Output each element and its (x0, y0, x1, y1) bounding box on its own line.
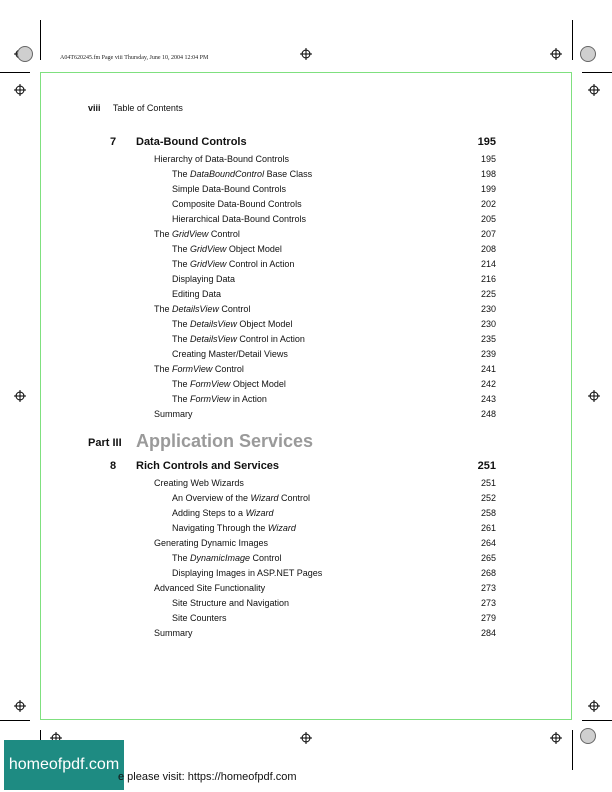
toc-entry[interactable] (0, 319, 612, 334)
part-label: Part III (88, 437, 122, 449)
chapter-title: Rich Controls and Services (136, 460, 280, 472)
toc-entry[interactable] (0, 598, 612, 613)
toc-entry-page: 214 (480, 259, 496, 269)
toc-entry-page: 265 (480, 553, 496, 563)
toc-entry[interactable] (0, 259, 612, 274)
toc-entry-title: The FormView in Action (172, 394, 267, 404)
toc-entry[interactable] (0, 289, 612, 304)
toc-entry-title: Navigating Through the Wizard (172, 523, 296, 533)
toc-entry-page: 208 (480, 244, 496, 254)
toc-entry-page: 279 (480, 613, 496, 623)
toc-entry-title: Hierarchy of Data-Bound Controls (154, 154, 290, 164)
registration-mark-icon (300, 48, 312, 60)
toc-entry[interactable] (0, 154, 612, 169)
toc-entry[interactable] (0, 628, 612, 643)
toc-entry[interactable] (0, 364, 612, 379)
color-bar-dot (17, 46, 33, 62)
toc-entry-title: The DynamicImage Control (172, 553, 282, 563)
toc-entry-title: Creating Master/Detail Views (172, 349, 288, 359)
toc-entry-title: Site Structure and Navigation (172, 598, 290, 608)
chapter-number: 8 (110, 460, 117, 472)
toc-entry-page: 205 (480, 214, 496, 224)
running-head-title: Table of Contents (112, 103, 183, 113)
toc-entry-page: 261 (480, 523, 496, 533)
toc-entry-title: Hierarchical Data-Bound Controls (172, 214, 307, 224)
toc-entry[interactable] (0, 244, 612, 259)
toc-entry[interactable] (0, 553, 612, 568)
toc-entry-title: The FormView Control (154, 364, 244, 374)
part-title: Application Services (136, 431, 314, 451)
watermark-logo[interactable]: homeofpdf.com (4, 740, 124, 790)
toc-entry-page: 225 (480, 289, 496, 299)
chapter-number: 7 (110, 136, 117, 148)
part-3-heading[interactable] (0, 432, 612, 456)
toc-entry[interactable] (0, 379, 612, 394)
running-head (88, 103, 183, 113)
chapter-page: 251 (477, 460, 496, 472)
toc-entry-page: 258 (480, 508, 496, 518)
registration-mark-icon (588, 700, 600, 712)
toc-entry-title: The FormView Object Model (172, 379, 286, 389)
registration-mark-icon (14, 700, 26, 712)
toc-entry-page: 251 (480, 478, 496, 488)
color-bar-dot (580, 728, 596, 744)
toc-entry-title: Simple Data-Bound Controls (172, 184, 287, 194)
toc-entry[interactable] (0, 199, 612, 214)
toc-entry-page: 252 (480, 493, 496, 503)
toc-entry[interactable] (0, 274, 612, 289)
toc-entry-page: 235 (480, 334, 496, 344)
toc-entry-title: The DetailsView Control (154, 304, 251, 314)
footer-text: e please visit: https://homeofpdf.com (118, 771, 297, 783)
toc-entry-title: Creating Web Wizards (154, 478, 244, 488)
toc-entry-page: 239 (480, 349, 496, 359)
toc-entry[interactable] (0, 583, 612, 598)
registration-mark-icon (550, 48, 562, 60)
toc-entry-page: 273 (480, 598, 496, 608)
registration-mark-icon (14, 84, 26, 96)
chapter-page: 195 (477, 136, 496, 148)
page-number: viii (88, 103, 101, 113)
toc-entry-page: 198 (480, 169, 496, 179)
toc-entry[interactable] (0, 409, 612, 424)
toc-entry[interactable] (0, 394, 612, 409)
toc-entry-page: 284 (480, 628, 496, 638)
toc-entry[interactable] (0, 229, 612, 244)
toc-entry-page: 248 (480, 409, 496, 419)
toc-entry-page: 202 (480, 199, 496, 209)
toc-entry-page: 264 (480, 538, 496, 548)
color-bar-dot (580, 46, 596, 62)
toc-entry-title: The DataBoundControl Base Class (172, 169, 313, 179)
toc-entry[interactable] (0, 568, 612, 583)
toc-entry-title: The DetailsView Object Model (172, 319, 293, 329)
toc-entry-title: The DetailsView Control in Action (172, 334, 305, 344)
toc-entry-page: 241 (480, 364, 496, 374)
toc-entry-page: 268 (480, 568, 496, 578)
toc-entry-page: 230 (480, 304, 496, 314)
toc-entry[interactable] (0, 184, 612, 199)
toc-entry[interactable] (0, 493, 612, 508)
toc-entry-title: Adding Steps to a Wizard (172, 508, 274, 518)
toc-entry-page: 199 (480, 184, 496, 194)
toc-entry-title: The GridView Control (154, 229, 240, 239)
toc-entry-title: Composite Data-Bound Controls (172, 199, 302, 209)
toc-entry-page: 242 (480, 379, 496, 389)
toc-entry-page: 195 (480, 154, 496, 164)
chapter-8-heading[interactable] (0, 460, 612, 476)
crop-mark (582, 72, 612, 73)
toc-entry-page: 207 (480, 229, 496, 239)
toc-entry[interactable] (0, 508, 612, 523)
toc-entry-page: 216 (480, 274, 496, 284)
toc-entry-page: 243 (480, 394, 496, 404)
toc-entry[interactable] (0, 523, 612, 538)
crop-mark (40, 20, 41, 60)
crop-mark (572, 20, 573, 60)
toc-entry-title: Summary (154, 628, 193, 638)
toc-entry-title: An Overview of the Wizard Control (172, 493, 310, 503)
toc-entry-title: Displaying Data (172, 274, 236, 284)
printer-slug: A04T620245.fm Page viii Thursday, June 10, 2004 12:04 PM (60, 55, 209, 61)
toc-entry[interactable] (0, 349, 612, 364)
toc-entry-title: Editing Data (172, 289, 222, 299)
toc-entry-page: 230 (480, 319, 496, 329)
toc-entry[interactable] (0, 334, 612, 349)
chapter-title: Data-Bound Controls (136, 136, 247, 148)
toc-entry[interactable] (0, 214, 612, 229)
toc-entry[interactable] (0, 613, 612, 628)
toc-entry-title: Summary (154, 409, 193, 419)
toc-entry-title: The GridView Control in Action (172, 259, 295, 269)
toc-entry-title: Site Counters (172, 613, 227, 623)
crop-mark (582, 720, 612, 721)
toc-entry[interactable] (0, 304, 612, 319)
crop-mark (0, 72, 30, 73)
chapter-7-heading[interactable] (0, 136, 612, 152)
registration-mark-icon (588, 84, 600, 96)
crop-mark (572, 730, 573, 770)
toc-entry[interactable] (0, 538, 612, 553)
crop-mark (0, 720, 30, 721)
toc-entry-page: 273 (480, 583, 496, 593)
registration-mark-icon (300, 732, 312, 744)
toc-entry-title: Advanced Site Functionality (154, 583, 266, 593)
toc-entry[interactable] (0, 169, 612, 184)
toc-entry-title: Generating Dynamic Images (154, 538, 269, 548)
registration-mark-icon (550, 732, 562, 744)
toc-entry-title: Displaying Images in ASP.NET Pages (172, 568, 323, 578)
toc-entry[interactable] (0, 478, 612, 493)
toc-entry-title: The GridView Object Model (172, 244, 282, 254)
